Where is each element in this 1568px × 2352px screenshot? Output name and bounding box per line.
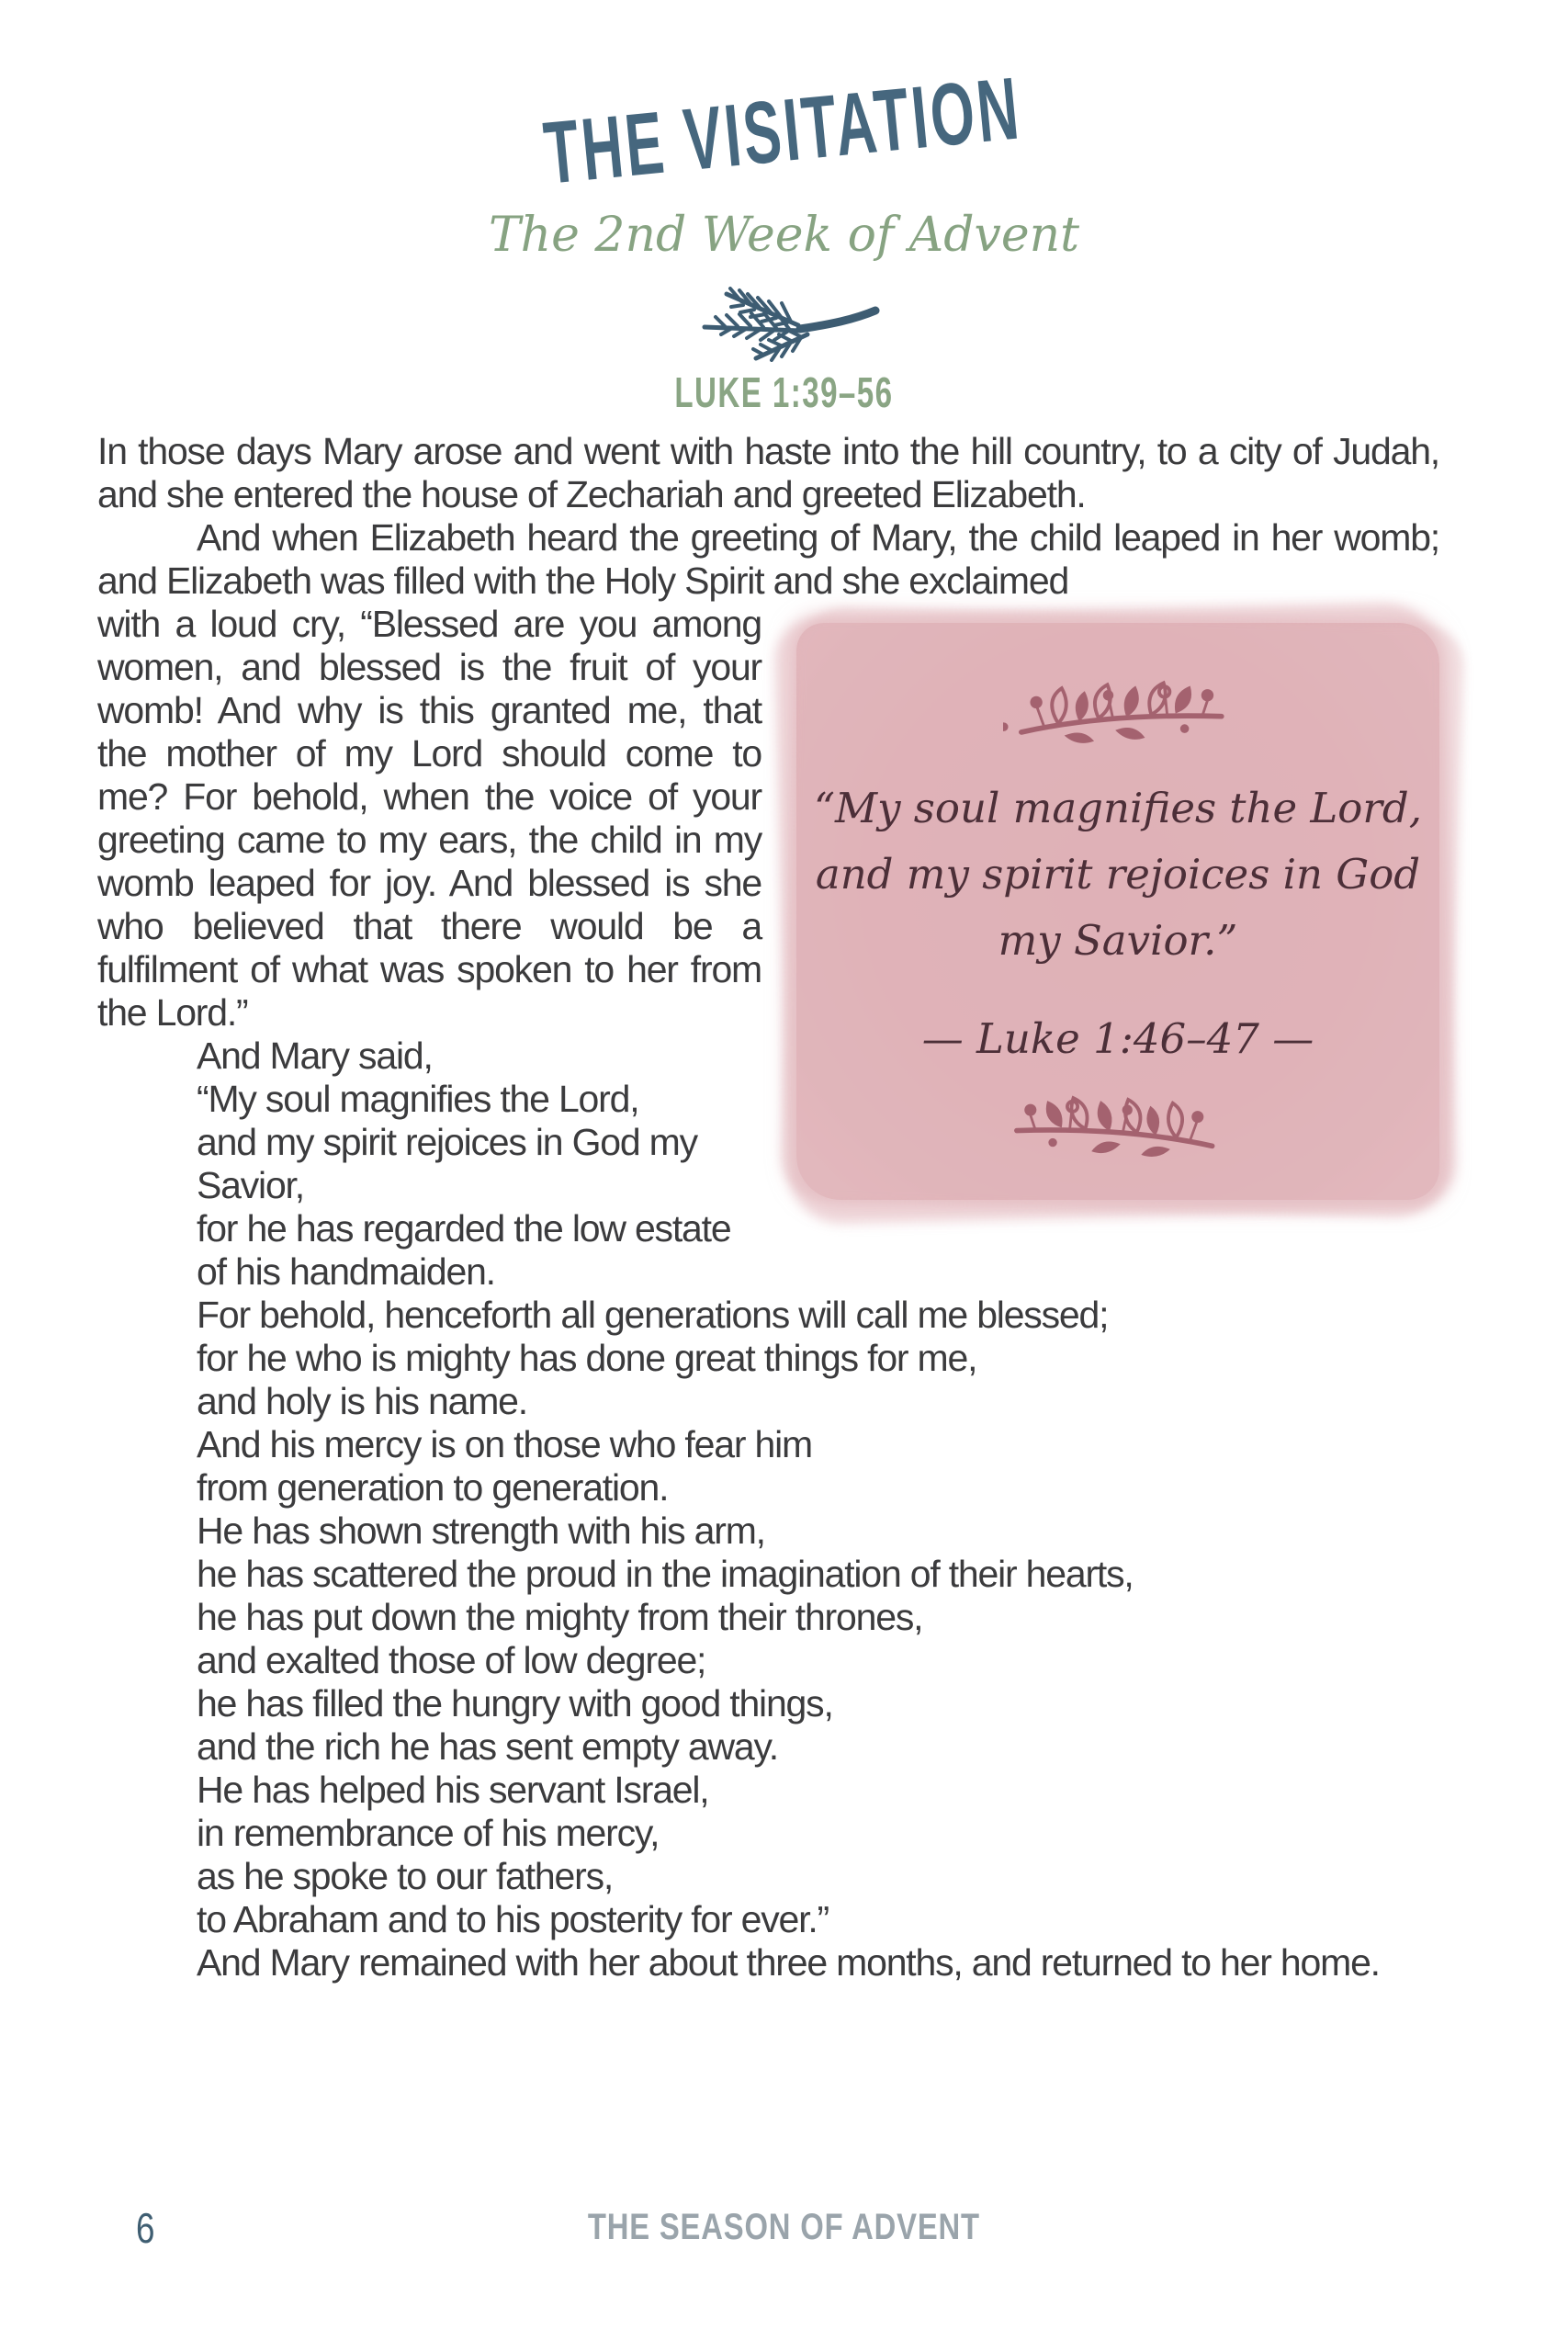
verse-line: from generation to generation. bbox=[197, 1466, 669, 1509]
verse-line: as he spoke to our fathers, bbox=[197, 1855, 614, 1897]
page-header bbox=[0, 59, 1568, 417]
verse-line: For behold, henceforth all generations will call me blessed; bbox=[197, 1294, 1109, 1336]
body-paragraph-2-wrapped: with a loud cry, “Blessed are you among women, and blessed is the fruit of your womb! And why is this granted me, that the mother of my Lord should come to me? For behold, when the voice of your greeting came to my ears, the child in my womb leaped for joy. And blessed is she who believed that there would be a fulfilment of what was spoken to her from the Lord.” bbox=[97, 603, 761, 1034]
quote-attribution: — Luke 1:46–47 — bbox=[921, 1014, 1314, 1063]
verse-line: And his mercy is on those who fear him bbox=[197, 1423, 812, 1465]
verse-line: and my spirit rejoices in God my Savior, bbox=[197, 1121, 697, 1206]
verse-line: and exalted those of low degree; bbox=[197, 1639, 706, 1681]
verse-line: and holy is his name. bbox=[197, 1380, 527, 1422]
page-number: 6 bbox=[136, 2204, 155, 2252]
verse-line: for he has regarded the low estate of his handmaiden. bbox=[197, 1207, 731, 1293]
quote-line: my Savior.” bbox=[998, 916, 1238, 965]
mary-said-line: And Mary said, bbox=[197, 1035, 433, 1077]
branch-ornament-bottom-icon bbox=[796, 1086, 1439, 1163]
quote-line: and my spirit rejoices in God bbox=[815, 850, 1421, 899]
verse-line: to Abraham and to his posterity for ever.” bbox=[197, 1898, 829, 1940]
running-head bbox=[0, 2207, 1568, 2248]
running-head-text: THE SEASON OF ADVENT bbox=[587, 2207, 981, 2247]
scripture-reference-text: LUKE 1:39–56 bbox=[674, 368, 894, 416]
closing-paragraph: And Mary remained with her about three months, and returned to her home. bbox=[197, 1941, 1380, 1984]
page-title-text: THE VISITATION bbox=[539, 59, 1026, 203]
scripture-reference bbox=[0, 368, 1568, 417]
verse-line: he has filled the hungry with good things, bbox=[197, 1682, 833, 1724]
verse-line: for he who is mighty has done great things for me, bbox=[197, 1337, 977, 1379]
body-content bbox=[97, 430, 1439, 1984]
verse-line: “My soul magnifies the Lord, bbox=[197, 1078, 639, 1120]
page-footer bbox=[0, 2203, 1568, 2258]
verse-line: in remembrance of his mercy, bbox=[197, 1812, 660, 1854]
verse-line: and the rich he has sent empty away. bbox=[197, 1725, 778, 1768]
branch-ornament-top-icon bbox=[796, 671, 1439, 750]
quote-line: “My soul magnifies the Lord, bbox=[814, 784, 1422, 832]
page-subtitle: The 2nd Week of Advent bbox=[488, 208, 1080, 263]
page-title bbox=[0, 59, 1568, 203]
verse-line: he has scattered the proud in the imagination of their hearts, bbox=[197, 1553, 1134, 1595]
pine-sprig-icon bbox=[0, 274, 1568, 362]
body-paragraph-1: In those days Mary arose and went with haste into the hill country, to a city of Judah, and she entered the house of Zechariah and greeted Elizabeth. bbox=[97, 430, 1439, 515]
verse-line: He has helped his servant Israel, bbox=[197, 1769, 709, 1811]
verse-line: He has shown strength with his arm, bbox=[197, 1510, 765, 1552]
verse-line: he has put down the mighty from their thrones, bbox=[197, 1596, 923, 1638]
body-paragraph-2-intro: And when Elizabeth heard the greeting of Mary, the child leaped in her womb; and Elizabeth was filled with the Holy Spirit and she exclaimed bbox=[97, 516, 1439, 602]
quote-box bbox=[796, 623, 1439, 1200]
